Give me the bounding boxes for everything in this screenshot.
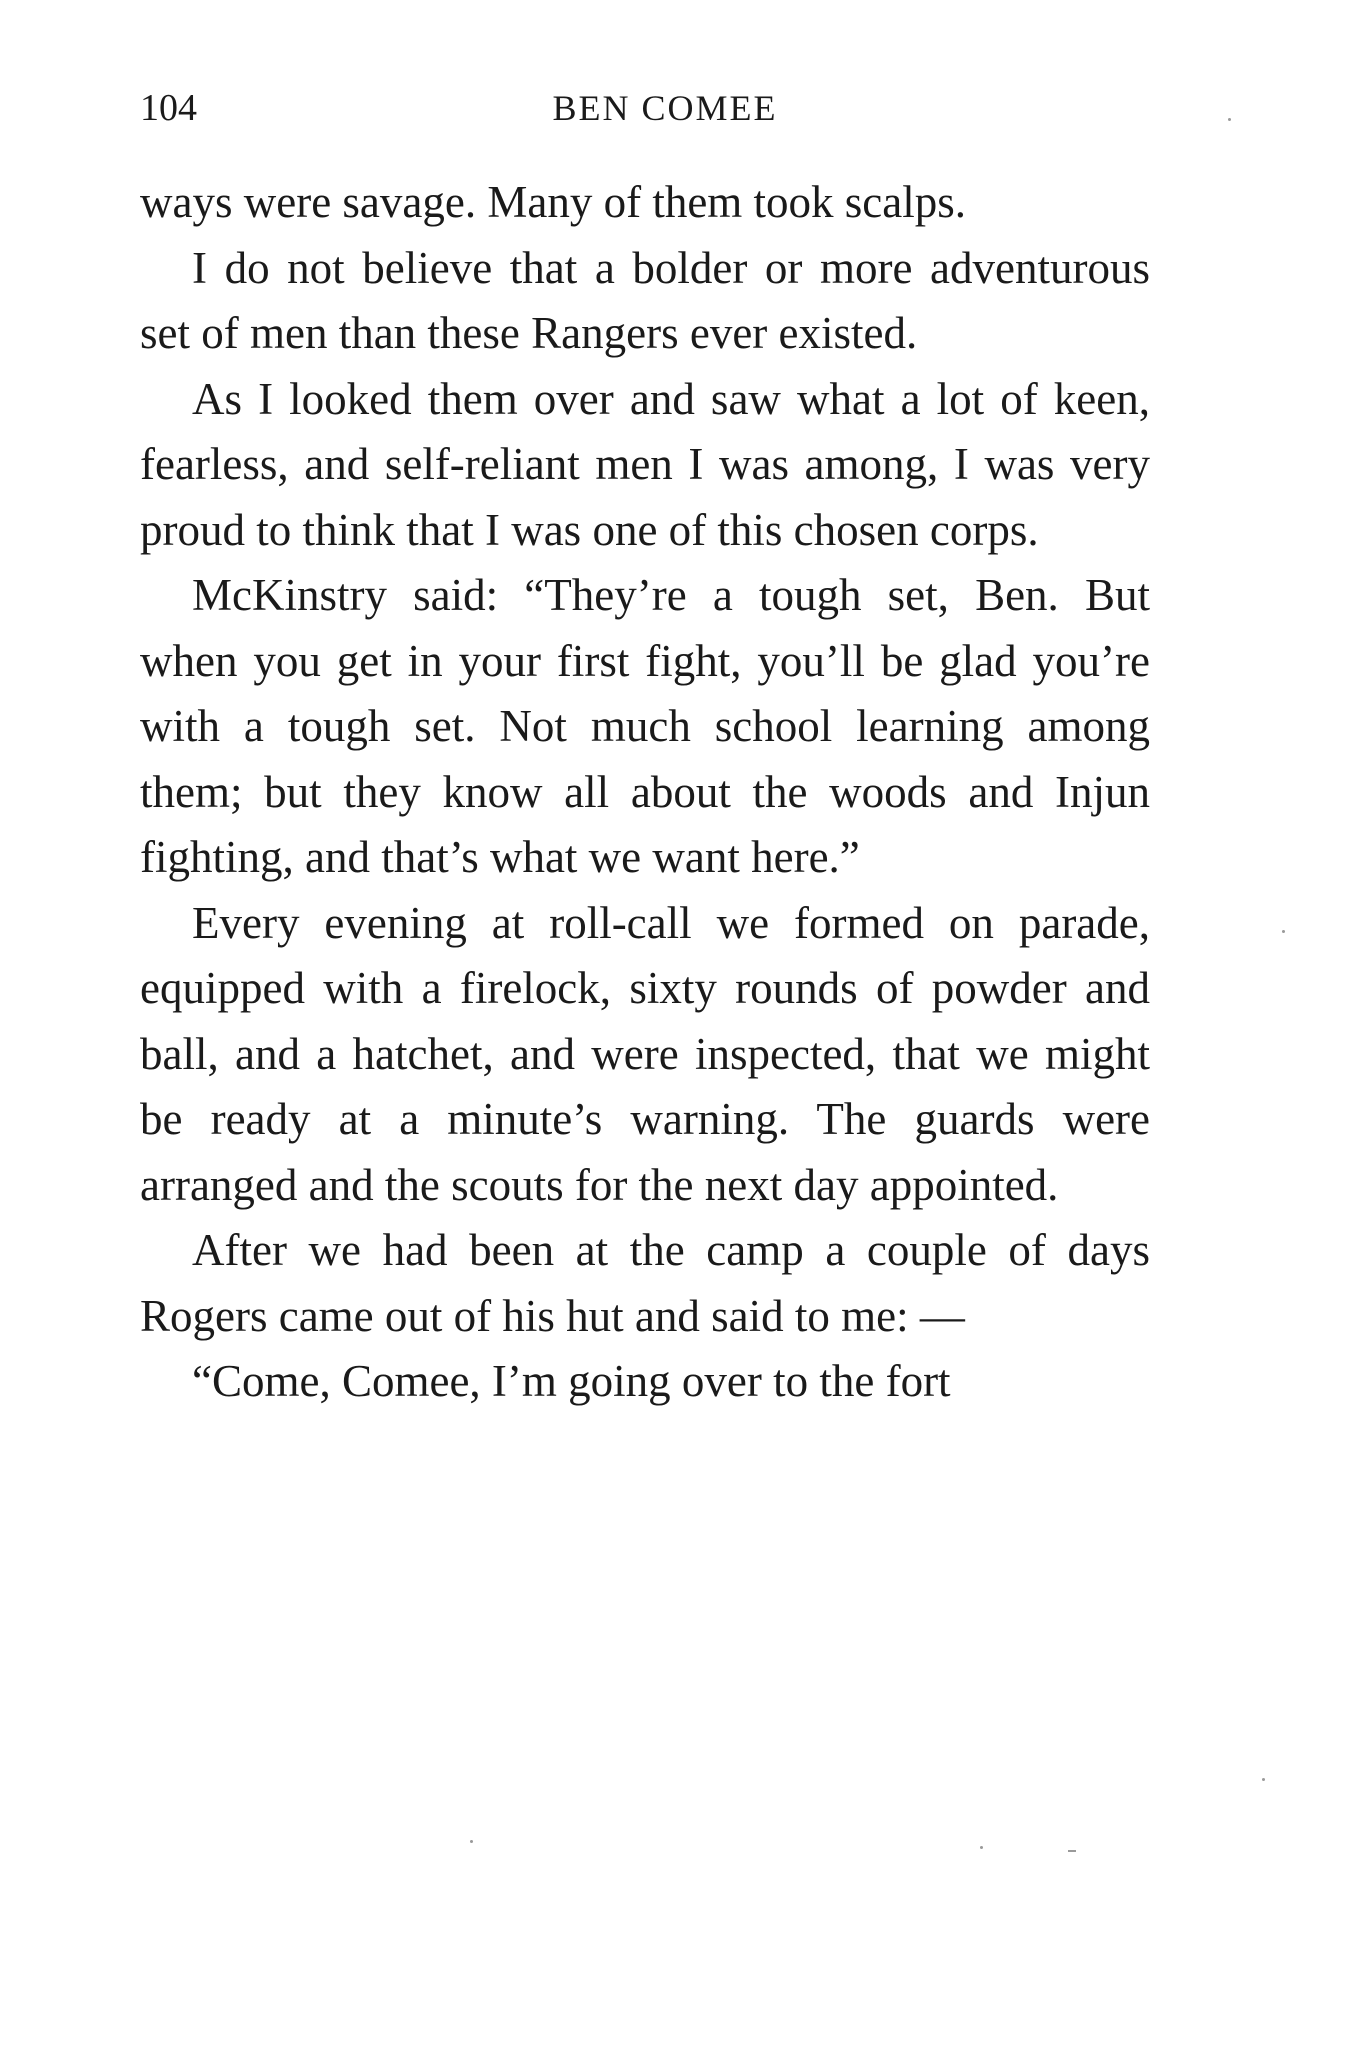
paper-speck	[1068, 1850, 1076, 1852]
paper-speck	[1228, 118, 1231, 121]
paper-speck	[1262, 1778, 1265, 1781]
paragraph-3: As I looked them over and saw what a lot of keen, fearless, and self-reliant men I was among, I was very proud to think that I was one of this chosen corps.	[140, 373, 1150, 555]
paragraph-4: McKinstry said: “They’re a tough set, Ben. But when you get in your first fight, you’ll be glad you’re with a tough set. Not much school learning among them; but they know all about the woods and Injun fighting, and that’s what we want here.”	[140, 570, 1150, 882]
paragraph-5: Every evening at roll-call we formed on parade, equipped with a firelock, sixty rounds of powder and ball, and a hatchet, and were inspected, that we might be ready at a minute’s warning. The guards were arranged and the scouts for the next day appointed.	[140, 897, 1150, 1210]
paragraph-1: ways were savage. Many of them took scalps.	[140, 177, 967, 227]
running-title: BEN COMEE	[552, 88, 778, 128]
paragraph-2: I do not believe that a bolder or more adventurous set of men than these Rangers ever existed.	[140, 242, 1150, 358]
paragraph-6: After we had been at the camp a couple of days Rogers came out of his hut and said to me: —	[140, 1225, 1150, 1341]
paragraph-7: “Come, Comee, I’m going over to the fort	[192, 1356, 951, 1406]
paper-speck	[1282, 930, 1285, 933]
paper-speck	[470, 1840, 473, 1843]
paper-speck	[980, 1846, 983, 1849]
page-number: 104	[140, 87, 197, 129]
running-head	[140, 78, 1150, 138]
body-text	[140, 170, 1150, 1415]
